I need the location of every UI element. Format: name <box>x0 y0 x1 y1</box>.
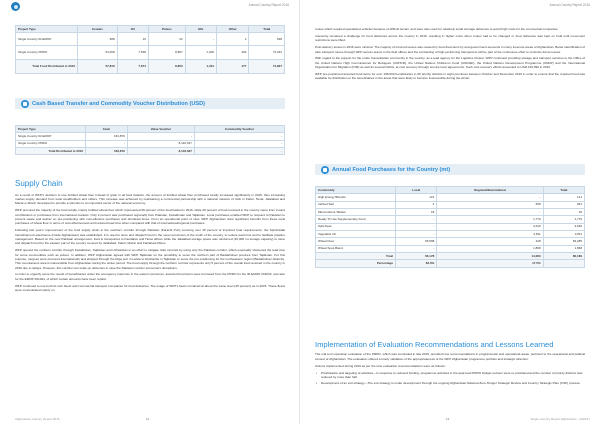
annual-purchases-heading <box>315 164 585 175</box>
table-cell: 17.5% <box>437 260 543 267</box>
footer-left-text: Afghanistan Country Report 2016 <box>15 417 60 421</box>
table-cell: 528 <box>249 33 285 46</box>
table-total-row <box>16 60 285 74</box>
table-cell: 1,779 <box>543 216 584 223</box>
page-number-right: 12 <box>446 417 450 421</box>
table-row <box>16 46 285 60</box>
table-cell: 66,178 <box>396 252 437 259</box>
column-header: Pulses <box>148 26 185 33</box>
table-row <box>316 201 585 208</box>
table-cell: 163,879 <box>86 147 128 154</box>
table-cell: 18 <box>543 208 584 215</box>
table-cell: 16 <box>117 33 148 46</box>
table-cell: - <box>194 140 284 147</box>
list-item: • Development of an exit strategy—The exit strategy is under development through the ongoing Afghanistan National Zero-Hunger Strategic Review and Country Strategic Plan (CSP) process. <box>315 381 585 385</box>
column-header: Regional/International <box>437 187 543 194</box>
table-cell: Total Food Distributed in 2016 <box>16 60 78 74</box>
table-cell: 7,674 <box>117 60 148 74</box>
paragraph: WFP pre-positioned assorted food items for over 198,000 beneficiaries in 60 priority districts in eight provinces between October and December 2016 in order to ensure that the required food was available for distribution to the beneficiaries in the areas that were likely to become inaccessible during the winter. <box>315 72 585 81</box>
table-cell: 3,640 <box>437 223 543 230</box>
table-cell: 22 <box>148 33 185 46</box>
table-header-row <box>316 187 585 194</box>
table-total-row <box>16 147 285 154</box>
table-cell: - <box>127 133 194 140</box>
table-cell: 121 <box>543 194 584 201</box>
right-page <box>300 0 600 424</box>
table-cell: - <box>396 216 437 223</box>
table-cell: Single Country IR-EMOP <box>16 33 78 46</box>
table-cell: Total <box>316 252 396 259</box>
table-cell: 57,816 <box>78 60 118 74</box>
table-cell: 72,342 <box>249 46 285 60</box>
supply-chain-title: Supply Chain <box>15 179 63 188</box>
table-row <box>16 133 285 140</box>
column-header: Commodity Voucher <box>194 126 284 133</box>
table-cell: - <box>194 147 284 154</box>
paragraph: Insecurity remained a challenge for food deliveries across the country in 2016, resulting in higher costs when routes had to be changed or food deliveries was kept on hold until movement restrictions were lifted. <box>315 33 585 43</box>
table-row <box>316 216 585 223</box>
table-cell: 3,640 <box>543 223 584 230</box>
table-cell: - <box>396 223 437 230</box>
table-cell: 8,867 <box>148 46 185 60</box>
logistics-text <box>315 27 585 83</box>
table-row <box>16 33 285 46</box>
table-cell: Percentage <box>316 260 396 267</box>
column-header: Other <box>216 26 249 33</box>
paragraph: WFP procured the majority of the food locally, mainly fortified wheat flour which represented 69 percent of the food basket in 2016, while 29 percent of food received in the country came from in-kind contributions or purchases from international markets. Only 2 percent was purchased regionally from Pakistan, Kazakhstan and Tajikistan. Local purchases enabled WFP to respond to Pakistan to prevent waste and deliver on pre-positioning with cost-effective purchases and shortlead times. From an operational point of view, WFP Afghanistan drew significant benefits from these local purchases of wheat flour in terms of cost-effectiveness and reduced lead time when compared with that of international/regional purchases. <box>15 208 285 226</box>
running-header-left: Annual Country Report 2016 <box>248 3 289 7</box>
column-header: Value Voucher <box>127 126 194 133</box>
table-cell: Wheat Soya Blend <box>316 245 396 252</box>
footer-right-text: Single Country Report Afghanistan - 2016/17 <box>530 417 590 421</box>
table-cell: - <box>396 230 437 237</box>
table-cell: 8,140,627 <box>127 140 194 147</box>
table-cell: 658 <box>437 201 543 208</box>
table-cell: - <box>437 194 543 201</box>
cbt-table <box>15 125 285 155</box>
table-cell: 477 <box>216 60 249 74</box>
table-cell: Ready To Use Supplementary Food <box>316 216 396 223</box>
table-cell: - <box>185 33 216 46</box>
column-header: Cereals <box>78 26 118 33</box>
table-row <box>316 208 585 215</box>
table-header-row <box>16 26 285 33</box>
table-cell: 8,850 <box>148 60 185 74</box>
paragraph: Following last year's improvement of the food supply chain in the southern corridor through Pakistan (Karachi Port) covering over 30 percent of imported food requirements, the Spinboldak transshipment warehouse (inside Afghanistan) was established. It is used to store and dispatch food in the seven provinces of the south of the country, to reduce lead time and to facilitate pipeline management. Based on the new Pakistan arrangement, food is transported to Kandahar and Herat offices while the Jalalabad storage space was reinforced (10,000 mt storage capacity) to store and dispatch food for the eastern part of the country covered by Jalalabad, Kabul, Mazar and Faizabad offices. <box>15 228 285 246</box>
paragraph: routes which required specialised vehicles because of difficult terrain, and were also used for relatively small tonnage deliveries to avoid high costs for the commercial companies. <box>315 27 559 31</box>
column-header: Mix <box>185 26 216 33</box>
table-cell: High Energy Biscuits <box>316 194 396 201</box>
recommendation-list <box>315 371 585 385</box>
running-header-right: Annual Country Report 2016 <box>549 3 590 7</box>
column-header: Project Type <box>16 126 86 133</box>
table-row <box>16 140 285 147</box>
wfp-logo-icon <box>11 2 20 11</box>
table-cell: - <box>396 245 437 252</box>
paragraph: In order to urgently serve the needs of beneficiaries under the emergency response in the eastern provinces, assorted food items were borrowed from the PRRO for the IR-EMOP 201032, and also for the EMOP 201024, of which certain amounts have been repaid. <box>15 272 285 281</box>
table-cell: 80,189 <box>543 252 584 259</box>
table-cell: - <box>437 208 543 215</box>
table-cell: 66,285 <box>543 238 584 245</box>
commodity-distribution-table <box>15 25 285 74</box>
table-row <box>316 238 585 245</box>
table-cell: 3,811 <box>437 230 543 237</box>
table-row <box>316 230 585 237</box>
column-header: Commodity <box>316 187 396 194</box>
evaluation-section <box>315 341 585 387</box>
column-header: Project Type <box>16 26 78 33</box>
table-cell: 121 <box>396 194 437 201</box>
table-cell: Single Country PRRO <box>16 140 86 147</box>
column-header: Cash <box>86 126 128 133</box>
paragraph: Actions implemented during 2016 as per the nine evaluation recommendations were as follows: <box>315 363 446 368</box>
table-cell <box>543 260 584 267</box>
column-header: Local <box>396 187 437 194</box>
table-cell: 1,406 <box>185 46 216 60</box>
table-cell: 65,898 <box>396 238 437 245</box>
table-row <box>316 245 585 252</box>
table-total-row <box>316 252 585 259</box>
annual-purchases-title: Annual Food Purchases for the Country (mt) <box>332 166 451 173</box>
purchase-icon <box>321 166 329 174</box>
paragraph: As a result of WFP's decision to use fortified wheat flour instead of grain in all food baskets, the amount of fortified wheat flour purchased locally increased significantly in 2016, thus increasing market supply demand from local smallholders and millers. This increase was achieved by maintaining a commercial partnership with a national network of mills in Kabul, Herat, Jalalabad and Mazar-e-Sharif, developed to provide a stimulus to an important sector of the national economy. <box>15 192 285 206</box>
table-cell: 54,068 <box>78 46 118 60</box>
paragraph: Post-delivery losses in 2016 were minimal. The majority of incurred losses was caused by food diversions by anti-government elements in many insecure areas of Afghanistan. Better identification of safe transport routes through WFP access teams in the field offices and the contracting of high-performing transporters will be part of the continuous effort to minimize future losses. <box>315 45 585 54</box>
table-cell: 661 <box>543 201 584 208</box>
table-cell: Single Country IR-EMOP <box>16 133 86 140</box>
supply-chain-section <box>15 180 285 295</box>
table-cell: 1,404 <box>185 60 216 74</box>
paragraph: WFP opened the northern corridor through Kazakhstan, Tajikistan and Uzbekistan in an effort to mitigate risks incurred by using only the Pakistan corridor, which eventually shortened the lead time for some commodities such as pulses. In addition, WFP Afghanistan agreed with WFP Tajikistan on the possibility to serve the northern part of Badakhshan province from Tajikistan. For this purpose, cargoes were procured internationally and shipped through the Riga port in Latvia to Dushanbe in Tajikistan to serve the pre-positioning for the northeastern region (Badakhshan districts). This mountainous area is inaccessible from Afghanistan during the winter period. The food supply through the northern corridor represents only 5 percent of the overall food received in the country in 2016 due to delays. However, this corridor can scale up deliveries in case the Pakistan corridor encounters disruptions. <box>15 248 285 270</box>
table-row <box>316 223 585 230</box>
table-cell: 1,868 <box>543 245 584 252</box>
table-cell: Single Country PRRO <box>16 46 78 60</box>
evaluation-title: Implementation of Evaluation Recommendations and Lessons Learned <box>315 340 554 349</box>
table-cell: 7,538 <box>117 46 148 60</box>
paragraph: WFP continued to use both its own fleets and commercial transport companies for food deliveries. The usage of WFP's fleets remained at about the same level (35 percent) as in 2015. These fleets were concentrated mainly on <box>15 283 285 292</box>
table-cell: 1,868 <box>437 245 543 252</box>
table-cell: Total Distributed in 2016 <box>16 147 86 154</box>
table-cell: 488 <box>78 33 118 46</box>
table-cell: 18 <box>396 208 437 215</box>
table-cell: 428 <box>437 238 543 245</box>
table-row <box>316 194 585 201</box>
column-header: Oil <box>117 26 148 33</box>
table-cell: 74,827 <box>249 60 285 74</box>
cbt-section-title: Cash Based Transfer and Commodity Voucher Distribution (USD) <box>32 100 206 107</box>
table-cell: 1,779 <box>437 216 543 223</box>
table-cell: 2 <box>396 201 437 208</box>
column-header: Total <box>543 187 584 194</box>
table-cell: Split Peas <box>316 223 396 230</box>
table-cell: 3,811 <box>543 230 584 237</box>
list-item: • Prioritisation and targeting of activities—In response to reduced funding, programme activities in the approved PRRO budget revision were re-prioritised and the number of priority districts was reduced by more than half. <box>315 371 585 380</box>
table-cell: 8,140,627 <box>127 147 194 154</box>
table-cell: 82.6% <box>396 260 437 267</box>
table-cell: - <box>86 140 128 147</box>
paragraph: The mid-term operation evaluation of the PRRO, which was concluded in late 2015, provided nine recommendations in programmatic and operational areas, pertinent to the operational and political context of Afghanistan. The evaluation offered a timely validation of the appropriateness of the WFP Afghanistan programme portfolio and strategic direction. <box>315 352 585 361</box>
table-cell: Wheat Flour <box>316 238 396 245</box>
table-percentage-row <box>316 260 585 267</box>
table-cell: Micronutrient Tablets <box>316 208 396 215</box>
table-cell: 14,083 <box>437 252 543 259</box>
cbt-section-heading <box>15 98 285 109</box>
cash-transfer-icon <box>21 100 29 108</box>
table-cell: 2 <box>216 33 249 46</box>
table-cell: Iodised Salt <box>316 201 396 208</box>
column-header: Total <box>249 26 285 33</box>
table-cell: Vegetable Oil <box>316 230 396 237</box>
annual-purchases-table <box>315 186 585 268</box>
paragraph: With regard to the support for the entire humanitarian community in the country, as a lead agency for the Logistics Cluster, WFP continued providing storage and transport services to the Office of the United Nations High Commissioner for Refugees (UNHCR), the United Nations Children's Fund (UNICEF), the United Nations Development Programme (UNDP) and the International Organization for Migration (IOM) as well as several NGOs, at cost recovery through service level agreements. Such cost recovery efforts amounted to USD 410,590 in 2016. <box>315 56 585 70</box>
table-cell: - <box>194 133 284 140</box>
table-header-row <box>16 126 285 133</box>
table-cell: 462 <box>216 46 249 60</box>
page-number-left: 11 <box>146 417 150 421</box>
table-cell: 163,879 <box>86 133 128 140</box>
